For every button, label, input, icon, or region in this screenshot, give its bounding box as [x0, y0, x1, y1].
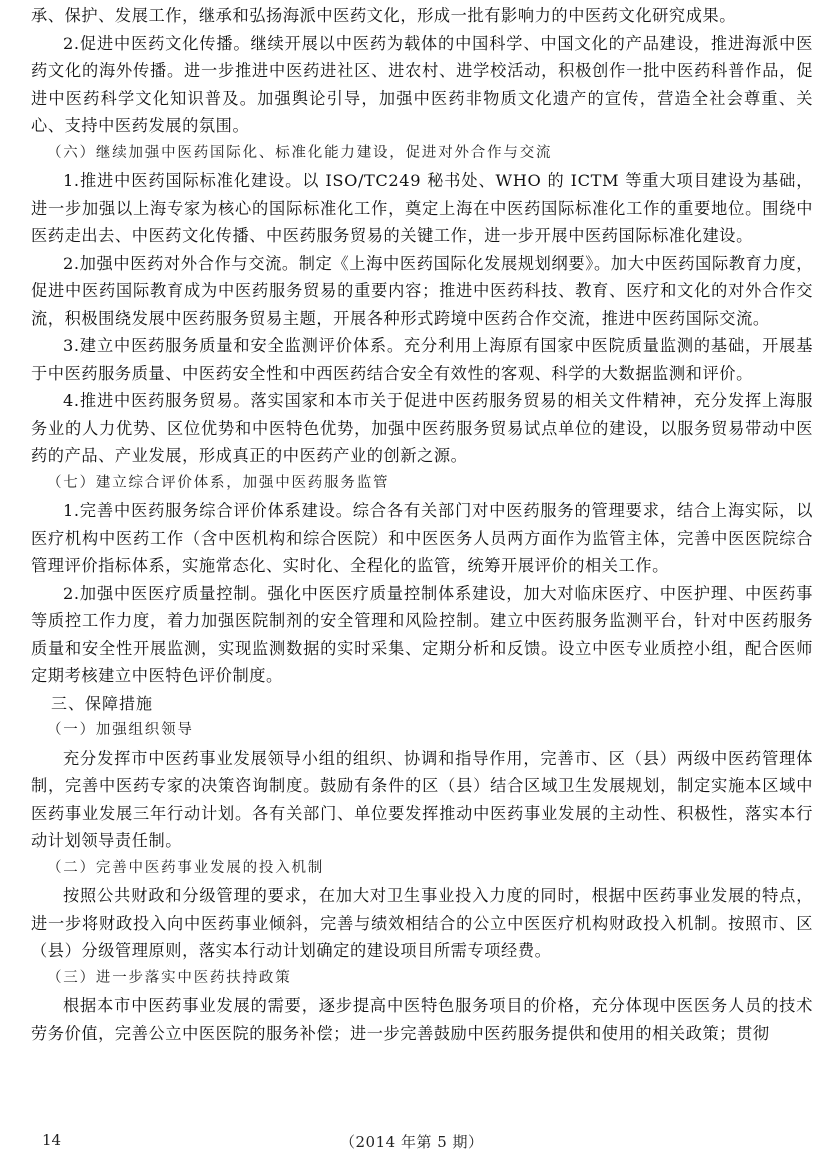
page-footer [0, 1131, 827, 1155]
paragraph-policy: 根据本市中医药事业发展的需要，逐步提高中医特色服务项目的价格，充分体现中医医务人员的技术劳务价值，完善公立中医医院的服务补偿；进一步完善鼓励中医药服务提供和使用的相关政策；贯彻 [31, 996, 813, 1043]
page-number: 14 [42, 1131, 62, 1149]
section-heading-investment: （二）完善中医药事业发展的投入机制 [47, 859, 325, 876]
paragraph-quality-control: 2.加强中医医疗质量控制。强化中医医疗质量控制体系建设，加大对临床医疗、中医护理、中医药事等质控工作力度，着力加强医院制剂的安全管理和风险控制。建立中医药服务监测平台，针对中医药服务质量和安全性开展监测，实现监测数据的实时采集、定期分析和反馈。设立中医专业质控小组，配合医师定期考核建立中医特色评价制度。 [31, 583, 813, 685]
section-heading-policy: （三）进一步落实中医药扶持政策 [47, 969, 292, 986]
paragraph-intl-standard: 1.推进中医药国际标准化建设。以 ISO/TC249 秘书处、WHO 的 ICTM 等重大项目建设为基础，进一步加强以上海专家为核心的国际标准化工作，奠定上海在中医药国际标准化工作的重要地位。围绕中医药走出去、中医药文化传播、中医药服务贸易的关键工作，进一步开展中医药国际标准化建设。 [31, 171, 813, 245]
paragraph-continuation: 承、保护、发展工作，继承和弘扬海派中医药文化，形成一批有影响力的中医药文化研究成果。 [31, 6, 737, 25]
chapter-heading-safeguards: 三、保障措施 [51, 693, 154, 713]
paragraph-quality-monitoring: 3.建立中医药服务质量和安全监测评价体系。充分利用上海原有国家中医院质量监测的基础，开展基于中医药服务质量、中医药安全性和中西医药结合安全有效性的客观、科学的大数据监测和评价。 [31, 336, 813, 383]
section-heading-7: （七）建立综合评价体系，加强中医药服务监管 [47, 474, 390, 491]
section-heading-6: （六）继续加强中医药国际化、标准化能力建设，促进对外合作与交流 [47, 144, 553, 161]
paragraph-investment: 按照公共财政和分级管理的要求，在加大对卫生事业投入力度的同时，根据中医药事业发展的特点，进一步将财政投入向中医药事业倾斜，完善与绩效相结合的公立中医医疗机构财政投入机制。按照市、区（县）分级管理原则，落实本行动计划确定的建设项目所需专项经费。 [31, 886, 813, 960]
issue-label: （2014 年第 5 期） [340, 1133, 484, 1151]
paragraph-service-trade: 4.推进中医药服务贸易。落实国家和本市关于促进中医药服务贸易的相关文件精神，充分发挥上海服务业的人力优势、区位优势和中医特色优势，加强中医药服务贸易试点单位的建设，以服务贸易带动中医药的产品、产业发展，形成真正的中医药产业的创新之源。 [31, 391, 813, 465]
paragraph-organization: 充分发挥市中医药事业发展领导小组的组织、协调和指导作用，完善市、区（县）两级中医药管理体制，完善中医药专家的决策咨询制度。鼓励有条件的区（县）结合区域卫生发展规划，制定实施本区域中医药事业发展三年行动计划。各有关部门、单位要发挥推动中医药事业发展的主动性、积极性，落实本行动计划领导责任制。 [31, 748, 813, 850]
document-body [31, 2, 813, 1047]
paragraph-foreign-cooperation: 2.加强中医药对外合作与交流。制定《上海中医药国际化发展规划纲要》。加大中医药国际教育力度，促进中医药国际教育成为中医药服务贸易的重要内容；推进中医药科技、教育、医疗和文化的对外合作交流，积极围绕发展中医药服务贸易主题，开展各种形式跨境中医药合作交流，推进中医药国际交流。 [31, 253, 813, 328]
section-heading-organization: （一）加强组织领导 [47, 722, 194, 738]
paragraph-evaluation-system: 1.完善中医药服务综合评价体系建设。综合各有关部门对中医药服务的管理要求，结合上海实际，以医疗机构中医药工作（含中医机构和综合医院）和中医医务人员两方面作为监管主体，完善中医医院综合管理评价指标体系，实施常态化、实时化、全程化的监管，统筹开展评价的相关工作。 [31, 501, 813, 575]
paragraph-culture-spread: 2.促进中医药文化传播。继续开展以中医药为载体的中国科学、中国文化的产品建设，推进海派中医药文化的海外传播。进一步推进中医药进社区、进农村、进学校活动，积极创作一批中医药科普作品，促进中医药科学文化知识普及。加强舆论引导，加强中医药非物质文化遗产的宣传，营造全社会尊重、关心、支持中医药发展的氛围。 [31, 33, 813, 135]
